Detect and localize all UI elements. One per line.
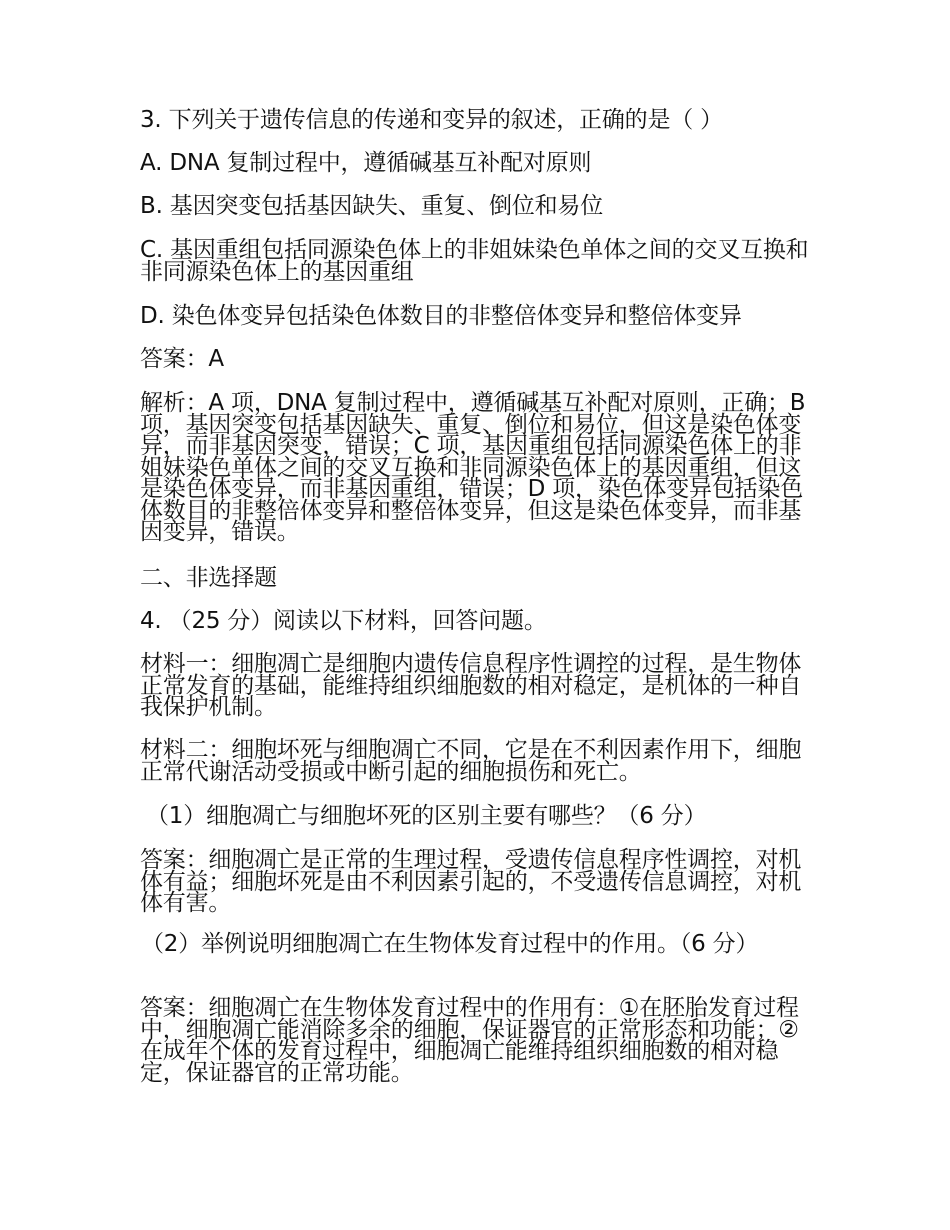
question-4-material-1: 材料一：细胞凋亡是细胞内遗传信息程序性调控的过程，是生物体正常发育的基础，能维持组织细胞数的相对稳定，是机体的一种自我保护机制。 xyxy=(140,651,802,720)
question-3-stem: 3. 下列关于遗传信息的传递和变异的叙述，正确的是（ ） xyxy=(140,107,723,133)
section-2-heading: 二、非选择题 xyxy=(140,565,277,591)
question-3-option-d: D. 染色体变异包括染色体数目的非整倍体变异和整倍体变异 xyxy=(140,303,742,329)
question-3-option-a: A. DNA 复制过程中，遵循碱基互补配对原则 xyxy=(140,150,592,176)
question-3-option-b: B. 基因突变包括基因缺失、重复、倒位和易位 xyxy=(140,193,604,219)
question-3-analysis: 解析：A 项，DNA 复制过程中，遵循碱基互补配对原则，正确；B 项，基因突变包括基因缺失、重复、倒位和易位，但这是染色体变异，而非基因突变，错误；C 项，基因重组包括同源染色体上的非姐妹染色单体之间的交叉互换和非同源染色体上的基因重组，但这是染色体变异，而非基因重组，错误；D 项，染色体变异包括染色体数目的非整倍体变异和整倍体变异，但这是染色体变异，而非基因变异，错误。 xyxy=(140,390,806,545)
question-4-sub-1-question: （1）细胞凋亡与细胞坏死的区别主要有哪些？（6 分） xyxy=(146,803,707,829)
question-3-answer: 答案：A xyxy=(140,346,224,372)
question-4-material-2: 材料二：细胞坏死与细胞凋亡不同，它是在不利因素作用下，细胞正常代谢活动受损或中断引起的细胞损伤和死亡。 xyxy=(140,737,802,785)
question-4-sub-2-question: （2）举例说明细胞凋亡在生物体发育过程中的作用。（6 分） xyxy=(141,931,759,957)
question-4-sub-1-answer: 答案：细胞凋亡是正常的生理过程，受遗传信息程序性调控，对机体有益；细胞坏死是由不利因素引起的，不受遗传信息调控，对机体有害。 xyxy=(140,847,802,916)
question-3-option-c: C. 基因重组包括同源染色体上的非姐妹染色单体之间的交叉互换和非同源染色体上的基因重组 xyxy=(140,237,809,285)
question-4-sub-2-answer: 答案：细胞凋亡在生物体发育过程中的作用有：①在胚胎发育过程中，细胞凋亡能消除多余的细胞，保证器官的正常形态和功能；②在成年个体的发育过程中，细胞凋亡能维持组织细胞数的相对稳定，保证器官的正常功能。 xyxy=(140,995,799,1086)
question-4-stem: 4. （25 分）阅读以下材料，回答问题。 xyxy=(140,608,547,634)
